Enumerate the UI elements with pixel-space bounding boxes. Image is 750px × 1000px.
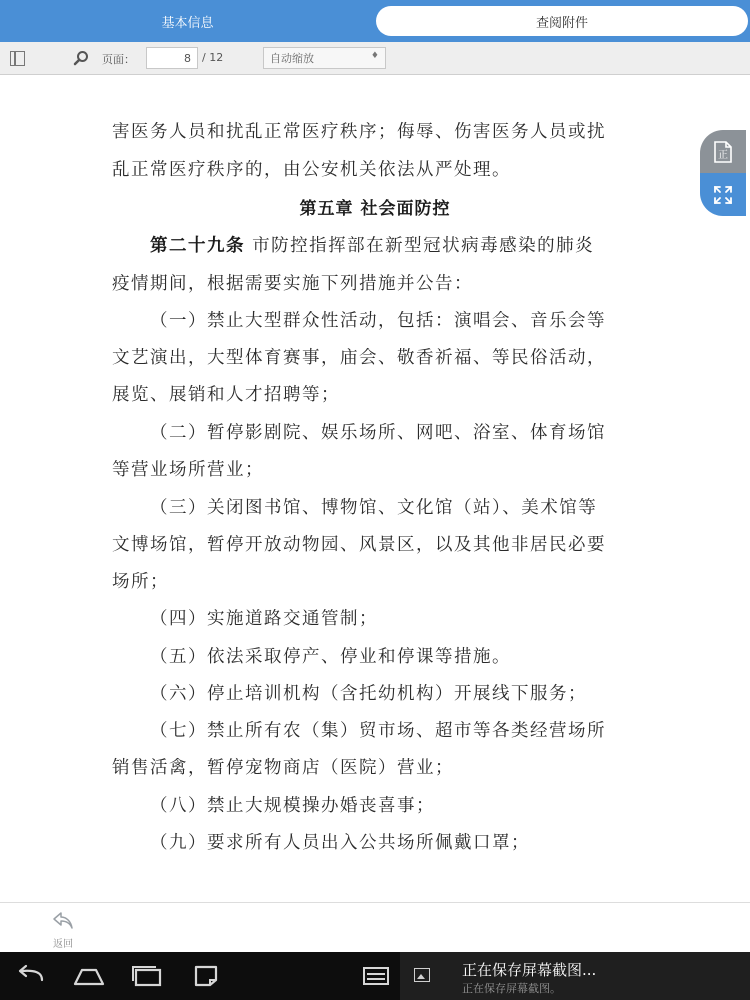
- doc-line: （三）关闭图书馆、博物馆、文化馆（站）、美术馆等: [150, 498, 598, 518]
- nav-home-icon[interactable]: [72, 964, 106, 988]
- doc-line: （八）禁止大规模操办婚丧喜事；: [150, 796, 435, 816]
- doc-line: 害医务人员和扰乱正常医疗秩序；侮辱、伤害医务人员或扰: [112, 122, 606, 142]
- doc-line: （六）停止培训机构（含托幼机构）开展线下服务；: [150, 684, 587, 704]
- tab-basic-info[interactable]: 基本信息: [161, 15, 214, 31]
- back-label: 返回: [53, 939, 73, 950]
- zoom-select[interactable]: [263, 47, 386, 69]
- sidebar-toggle-icon[interactable]: [10, 51, 25, 66]
- doc-line: 销售活禽，暂停宠物商店（医院）营业；: [112, 758, 454, 778]
- doc-line: 展览、展销和人才招聘等；: [112, 385, 340, 405]
- document-page: [0, 76, 750, 902]
- doc-line: （九）要求所有人员出入公共场所佩戴口罩；: [150, 833, 530, 853]
- article-first-line: [150, 232, 594, 257]
- doc-line: （四）实施道路交通管制；: [150, 609, 378, 629]
- doc-line: （一）禁止大型群众性活动，包括：演唱会、音乐会等: [150, 311, 606, 331]
- page-label: 页面：: [102, 53, 135, 66]
- document-text-icon: [711, 140, 735, 164]
- doc-line: 场所；: [112, 572, 169, 592]
- doc-line: 乱正常医疗秩序的，由公安机关依法从严处理。: [112, 160, 511, 180]
- page-number-input[interactable]: [146, 47, 198, 69]
- article-text: 市防控指挥部在新型冠状病毒感染的肺炎: [252, 236, 595, 256]
- nav-screenshot-icon[interactable]: [192, 964, 220, 988]
- page-total: / 12: [202, 51, 224, 64]
- nav-recents-icon[interactable]: [130, 964, 164, 988]
- bottom-bar: [0, 902, 750, 952]
- search-icon[interactable]: [73, 50, 89, 66]
- screenshot-notification[interactable]: [400, 952, 750, 1000]
- back-button[interactable]: [44, 909, 82, 951]
- floating-tools: [700, 130, 746, 216]
- nav-menu-icon[interactable]: [362, 966, 390, 986]
- doc-line: 文艺演出，大型体育赛事，庙会、敬香祈福、等民俗活动，: [112, 348, 606, 368]
- chapter-title: 第五章 社会面防控: [299, 199, 451, 219]
- doc-line: 文博场馆，暂停开放动物园、风景区，以及其他非居民必要: [112, 535, 606, 555]
- system-nav-bar: [0, 952, 750, 1000]
- tab-view-attachment[interactable]: 查阅附件: [376, 6, 748, 36]
- image-icon: [414, 968, 430, 982]
- notification-title: 正在保存屏幕截图...: [462, 961, 597, 979]
- text-view-button[interactable]: [700, 130, 746, 173]
- reply-back-icon: [52, 911, 74, 931]
- notification-subtitle: 正在保存屏幕截图。: [462, 982, 561, 995]
- doc-line: （二）暂停影剧院、娱乐场所、网吧、浴室、体育场馆: [150, 423, 606, 443]
- expand-icon: [712, 184, 734, 206]
- doc-line: （七）禁止所有农（集）贸市场、超市等各类经营场所: [150, 721, 606, 741]
- doc-line: 等营业场所营业；: [112, 460, 264, 480]
- nav-back-icon[interactable]: [14, 964, 46, 988]
- doc-line: （五）依法采取停产、停业和停课等措施。: [150, 647, 511, 667]
- zoom-value: 自动缩放: [270, 52, 314, 65]
- article-number: 第二十九条: [150, 236, 245, 256]
- fullscreen-button[interactable]: [700, 173, 746, 216]
- pdf-toolbar: [0, 42, 750, 75]
- zoom-caret-icon: ♦: [370, 51, 379, 61]
- text-view-icon-char: 正: [718, 149, 728, 161]
- doc-line: 疫情期间，根据需要实施下列措施并公告：: [112, 274, 473, 294]
- tab-bar: [0, 0, 750, 42]
